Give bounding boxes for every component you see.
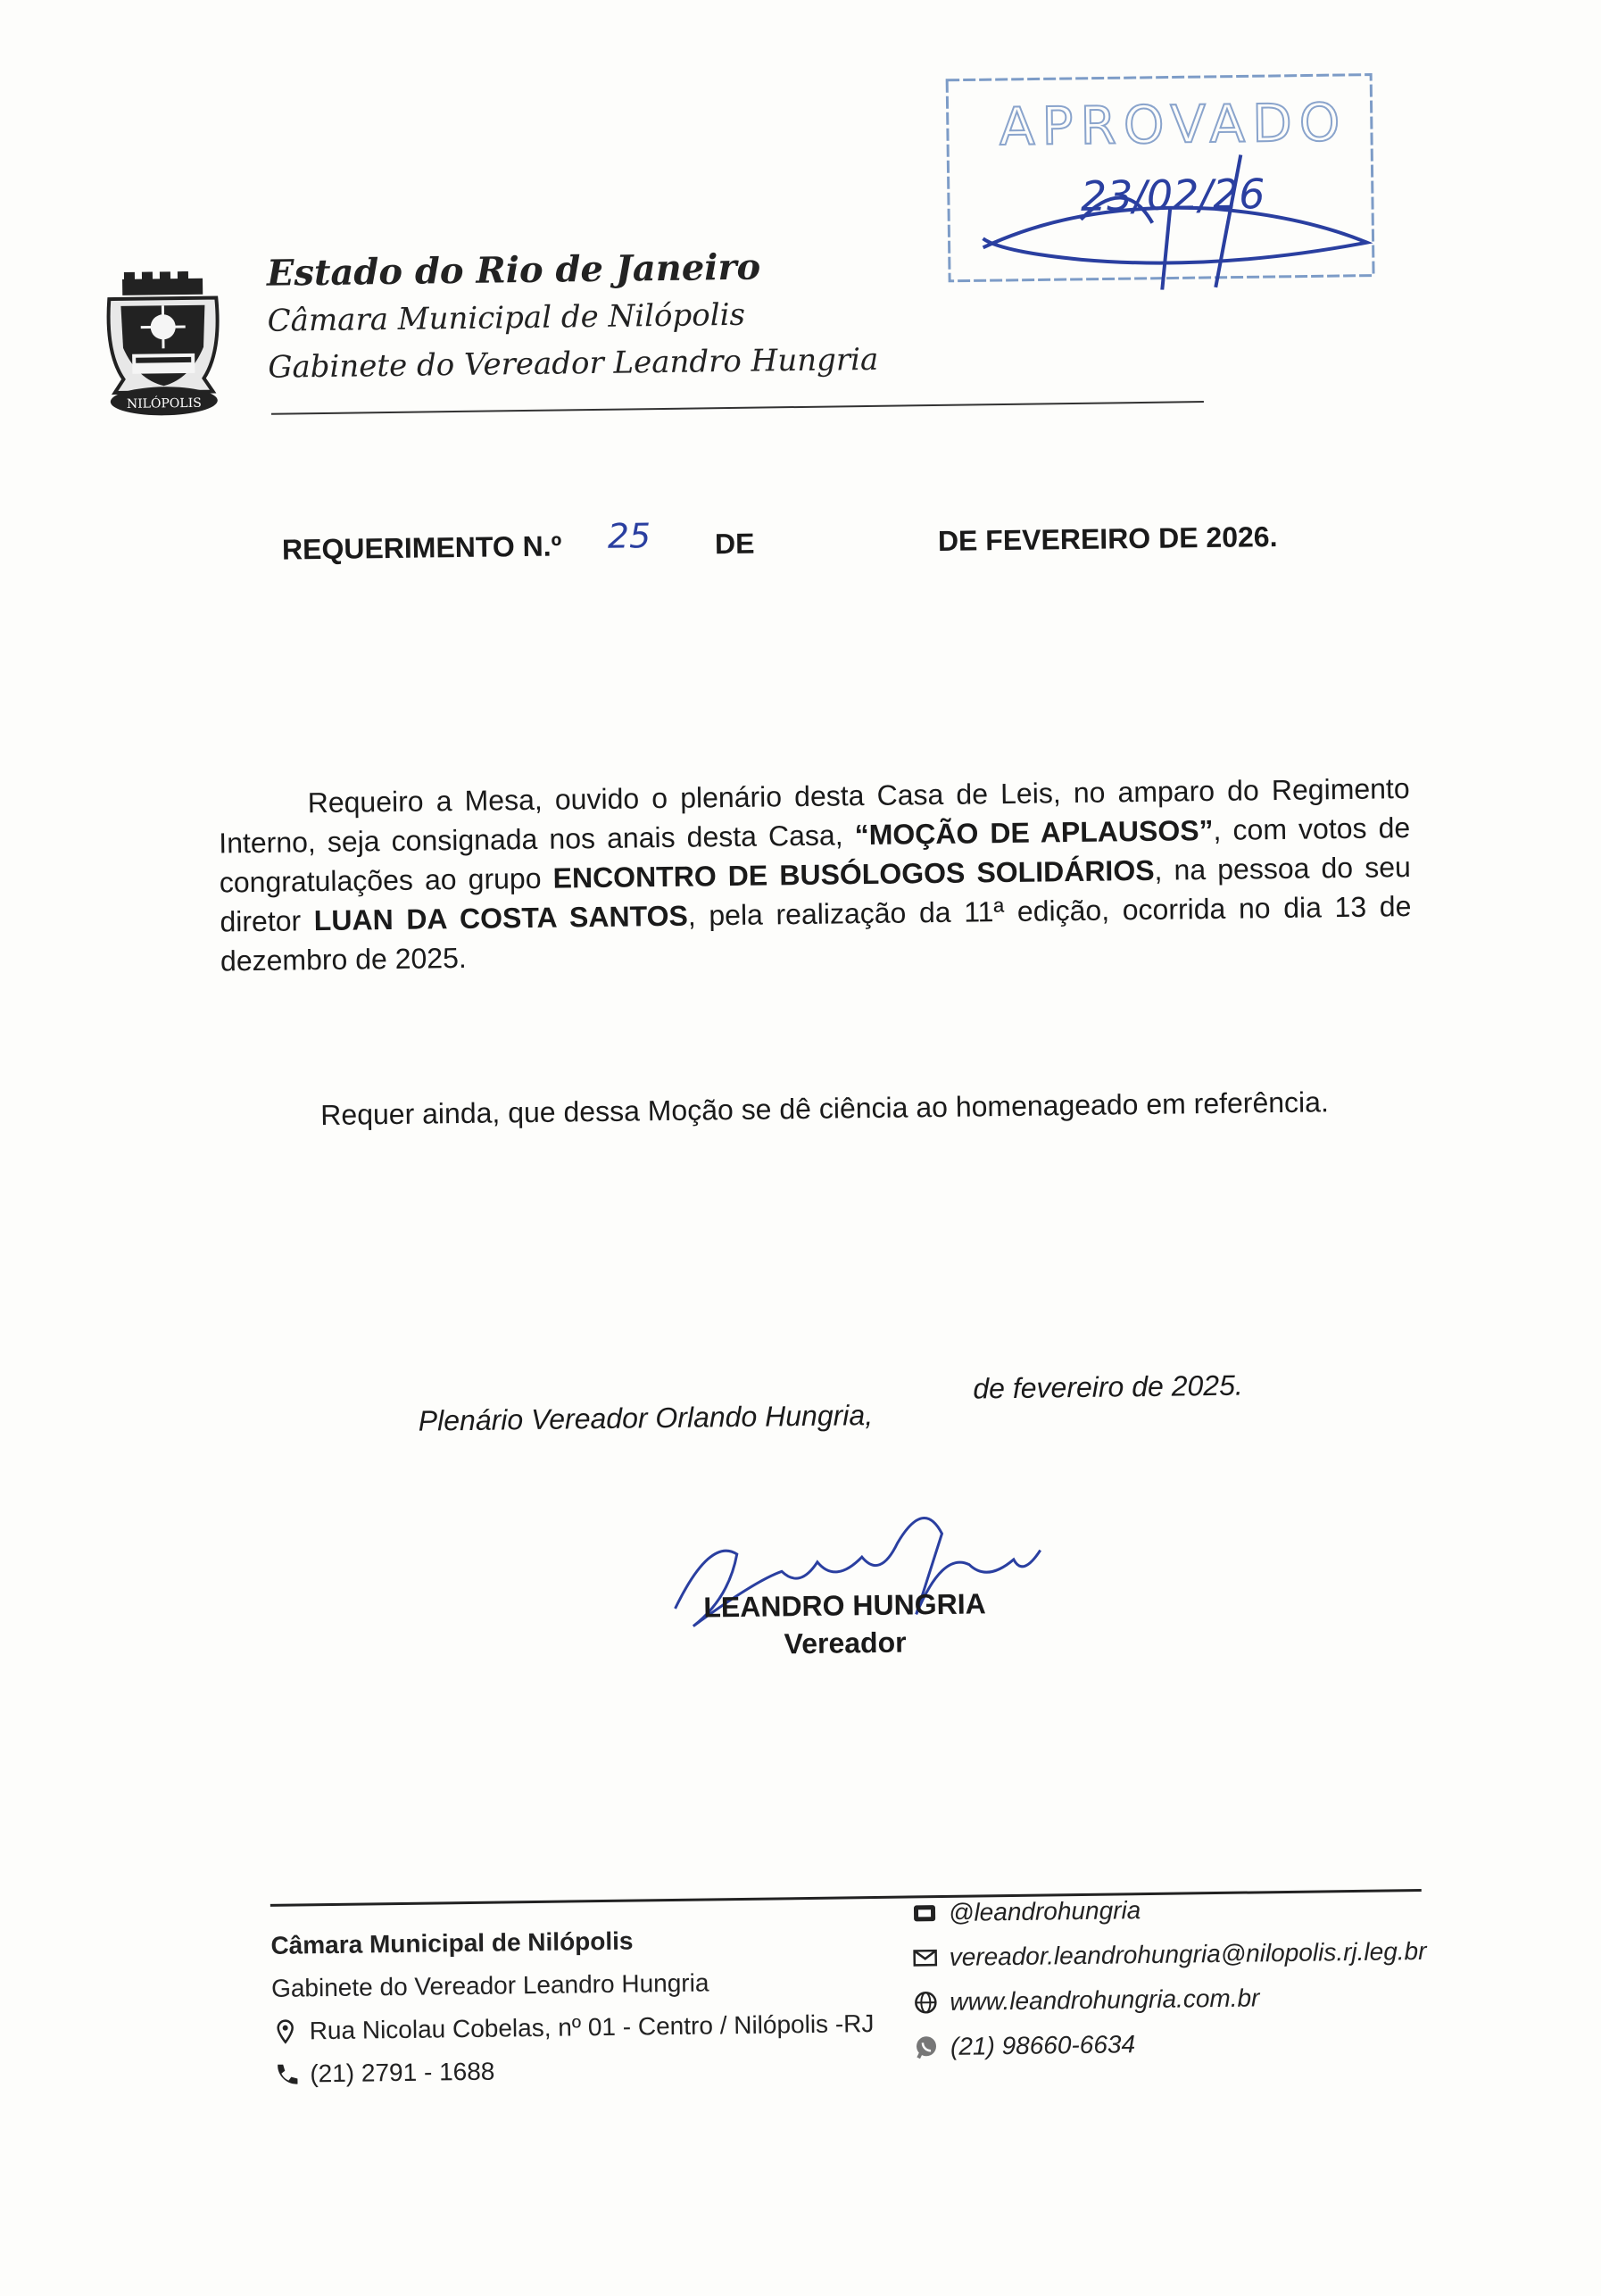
whatsapp-icon [913, 2034, 940, 2060]
p1-part-2: “MOÇÃO DE APLAUSOS” [854, 813, 1214, 852]
request-month-year: DE FEVEREIRO DE 2026. [937, 520, 1278, 557]
footer-phone-text: (21) 2791 - 1688 [310, 2057, 495, 2088]
state-name: Estado do Rio de Janeiro [266, 245, 761, 295]
approval-stamp [945, 64, 1376, 293]
letterhead [267, 242, 879, 391]
location-pin-icon [272, 2017, 299, 2044]
footer-whatsapp [913, 2018, 1428, 2070]
signatory-title: Vereador [784, 1626, 907, 1660]
closing-place: Plenário Vereador Orlando Hungria, [418, 1399, 874, 1437]
phone-icon [272, 2060, 299, 2087]
p1-part-1: Requeiro a Mesa, ouvido o plenário desta Casa de Leis, no amparo do Regimento Interno, seja consignada nos anais desta Casa, [219, 772, 1410, 860]
request-paragraph-2: Requer ainda, que dessa Moção se dê ciência ao homenageado em referência. [320, 1086, 1330, 1132]
footer-website [912, 1974, 1427, 2026]
footer-address [271, 2002, 874, 2053]
footer-address-text: Rua Nicolau Cobelas, nº 01 - Centro / Nilópolis -RJ [309, 2009, 875, 2045]
request-paragraph [218, 769, 1412, 980]
signatory-name: LEANDRO HUNGRIA [703, 1587, 986, 1624]
coat-of-arms-icon [104, 270, 222, 420]
footer-left [270, 1917, 875, 2096]
footer-whatsapp-text[interactable]: (21) 98660-6634 [950, 2030, 1136, 2060]
footer-phone [272, 2045, 875, 2096]
chamber-name: Câmara Municipal de Nilópolis [267, 296, 746, 339]
p1-part-6: LUAN DA COSTA SANTOS [313, 899, 689, 937]
footer-email-text[interactable]: vereador.leandrohungria@nilopolis.rj.leg.br [949, 1936, 1427, 1971]
header-divider [271, 401, 1204, 415]
footer-instagram [911, 1884, 1426, 1936]
instagram-icon [911, 1900, 938, 1926]
office-name: Gabinete do Vereador Leandro Hungria [268, 341, 879, 386]
request-de: DE [714, 527, 755, 561]
footer-email [911, 1929, 1426, 1981]
footer-instagram-text[interactable]: @leandrohungria [948, 1896, 1141, 1926]
p1-part-7: , pela realização da 11ª edição, ocorrida no dia 13 de dezembro de 2025. [220, 890, 1412, 977]
closing-date: de fevereiro de 2025. [973, 1368, 1244, 1405]
footer-right [911, 1884, 1428, 2070]
signatory [630, 1584, 1059, 1664]
closing-place-date [418, 1367, 1417, 1437]
email-icon [912, 1944, 939, 1971]
globe-icon [912, 1989, 939, 2016]
p1-part-5: , na pessoa do seu diretor [220, 851, 1412, 938]
p1-part-4: ENCONTRO DE BUSÓLOGOS SOLIDÁRIOS [552, 853, 1155, 894]
svg-text:NILÓPOLIS: NILÓPOLIS [126, 395, 202, 412]
svg-text:APROVADO: APROVADO [999, 91, 1348, 158]
svg-text:23/02/26: 23/02/26 [1080, 170, 1265, 220]
footer-office: Gabinete do Vereador Leandro Hungria [270, 1968, 709, 2002]
request-title [281, 516, 1335, 566]
footer-chamber: Câmara Municipal de Nilópolis [270, 1926, 634, 1959]
request-label: REQUERIMENTO N.º [281, 529, 562, 566]
request-number: 25 [607, 516, 651, 556]
p1-part-3: , com votos de congratulações ao grupo [219, 811, 1411, 899]
footer-website-text[interactable]: www.leandrohungria.com.br [950, 1984, 1260, 2016]
